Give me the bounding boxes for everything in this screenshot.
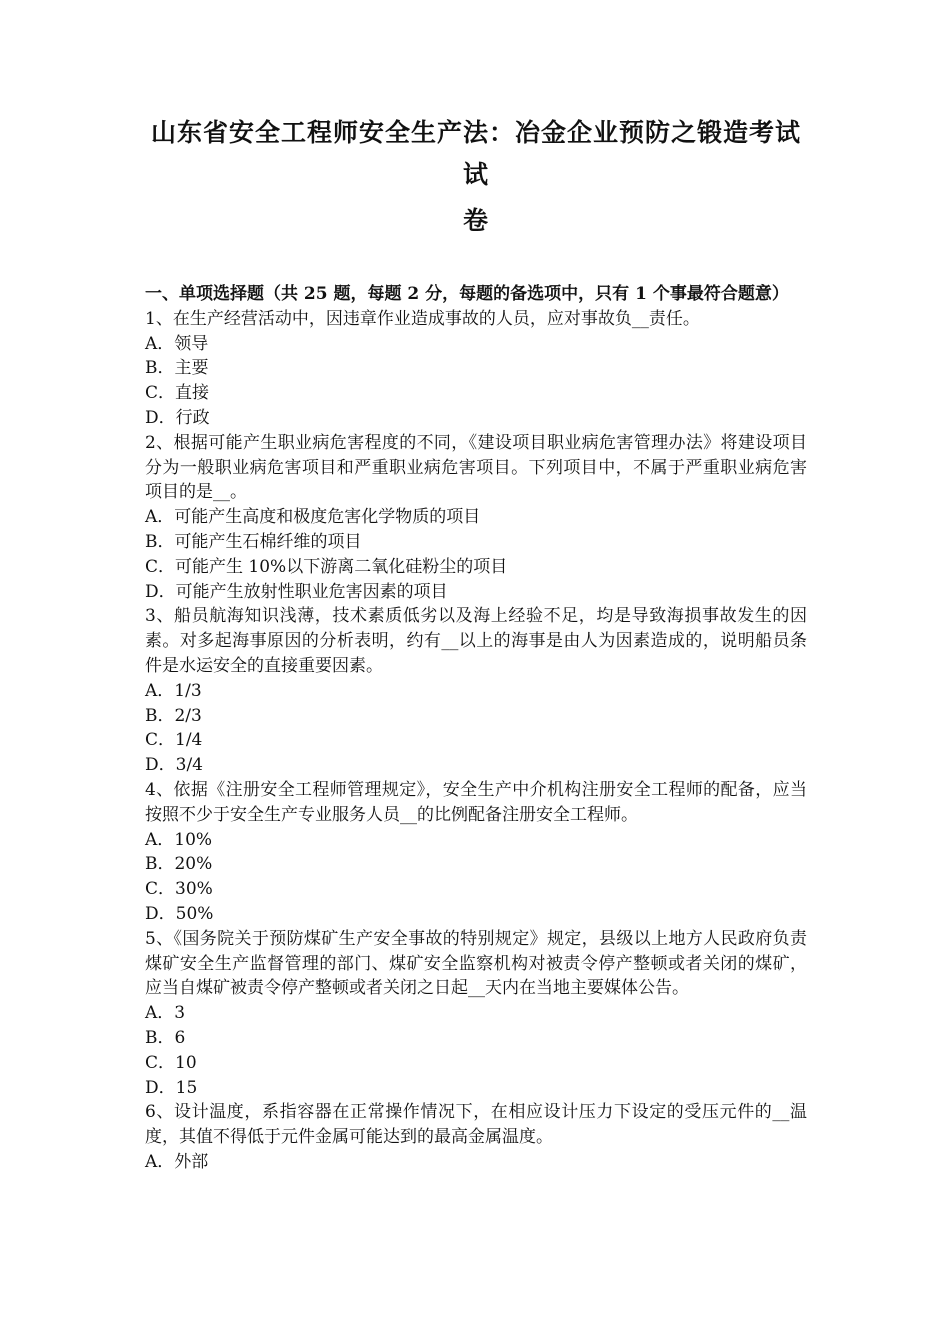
option-b: B．20% (145, 854, 213, 875)
option-c: C．30% (145, 879, 213, 900)
option-a: A．可能产生高度和极度危害化学物质的项目 (145, 507, 481, 528)
option-d: D．可能产生放射性职业危害因素的项目 (145, 581, 448, 602)
option-c: C．直接 (145, 383, 210, 404)
question-stem: 4、依据《注册安全工程师管理规定》，安全生产中介机构注册安全工程师的配备，应当按照不少于安全生产专业服务人员__的比例配备注册安全工程师。 (145, 779, 807, 825)
option-b: B．6 (145, 1027, 186, 1048)
option-c: C．可能产生 10%以下游离二氧化硅粉尘的项目 (145, 556, 508, 577)
option-b: B．2/3 (145, 705, 202, 726)
question-stem: 3、船员航海知识浅薄，技术素质低劣以及海上经验不足，均是导致海损事故发生的因素。对多起海事原因的分析表明，约有__以上的海事是由人为因素造成的，说明船员条件是水运安全的直接重要因素。 (145, 606, 807, 676)
question-stem: 6、设计温度，系指容器在正常操作情况下，在相应设计压力下设定的受压元件的__温度，其值不得低于元件金属可能达到的最高金属温度。 (145, 1102, 807, 1148)
question-2 (145, 431, 807, 605)
question-1 (145, 307, 807, 431)
option-d: D．3/4 (145, 755, 203, 776)
option-a: A．外部 (145, 1151, 209, 1172)
question-3 (145, 604, 807, 778)
option-a: A．3 (145, 1003, 186, 1024)
option-b: B．可能产生石棉纤维的项目 (145, 531, 362, 552)
option-b: B．主要 (145, 358, 209, 379)
question-4 (145, 778, 807, 927)
question-5 (145, 927, 807, 1101)
option-d: D．50% (145, 903, 214, 924)
section-heading: 一、单项选择题（共 25 题，每题 2 分，每题的备选项中，只有 1 个事最符合题意） (145, 284, 789, 304)
document-page (145, 112, 807, 1175)
option-a: A．1/3 (145, 680, 202, 701)
question-stem: 1、在生产经营活动中，因违章作业造成事故的人员，应对事故负__责任。 (145, 308, 700, 329)
option-a: A．领导 (145, 333, 209, 354)
question-list (145, 307, 807, 1175)
document-title (145, 112, 807, 242)
option-d: D．行政 (145, 407, 210, 428)
title-line-1: 山东省安全工程师安全生产法：冶金企业预防之锻造考试试 (150, 118, 801, 189)
option-c: C．1/4 (145, 730, 203, 751)
question-stem: 2、根据可能产生职业病危害程度的不同，《建设项目职业病危害管理办法》将建设项目分为一般职业病危害项目和严重职业病危害项目。下列项目中，不属于严重职业病危害项目的是__。 (145, 432, 807, 503)
title-line-2: 卷 (462, 206, 489, 235)
question-6 (145, 1100, 807, 1174)
option-c: C．10 (145, 1052, 197, 1073)
option-d: D．15 (145, 1077, 198, 1098)
option-a: A．10% (145, 829, 213, 850)
question-stem: 5、《国务院关于预防煤矿生产安全事故的特别规定》规定，县级以上地方人民政府负责煤矿安全生产监督管理的部门、煤矿安全监察机构对被责令停产整顿或者关闭的煤矿，应当自煤矿被责令停产整顿或者关闭之日起__天内在当地主要媒体公告。 (145, 928, 807, 999)
